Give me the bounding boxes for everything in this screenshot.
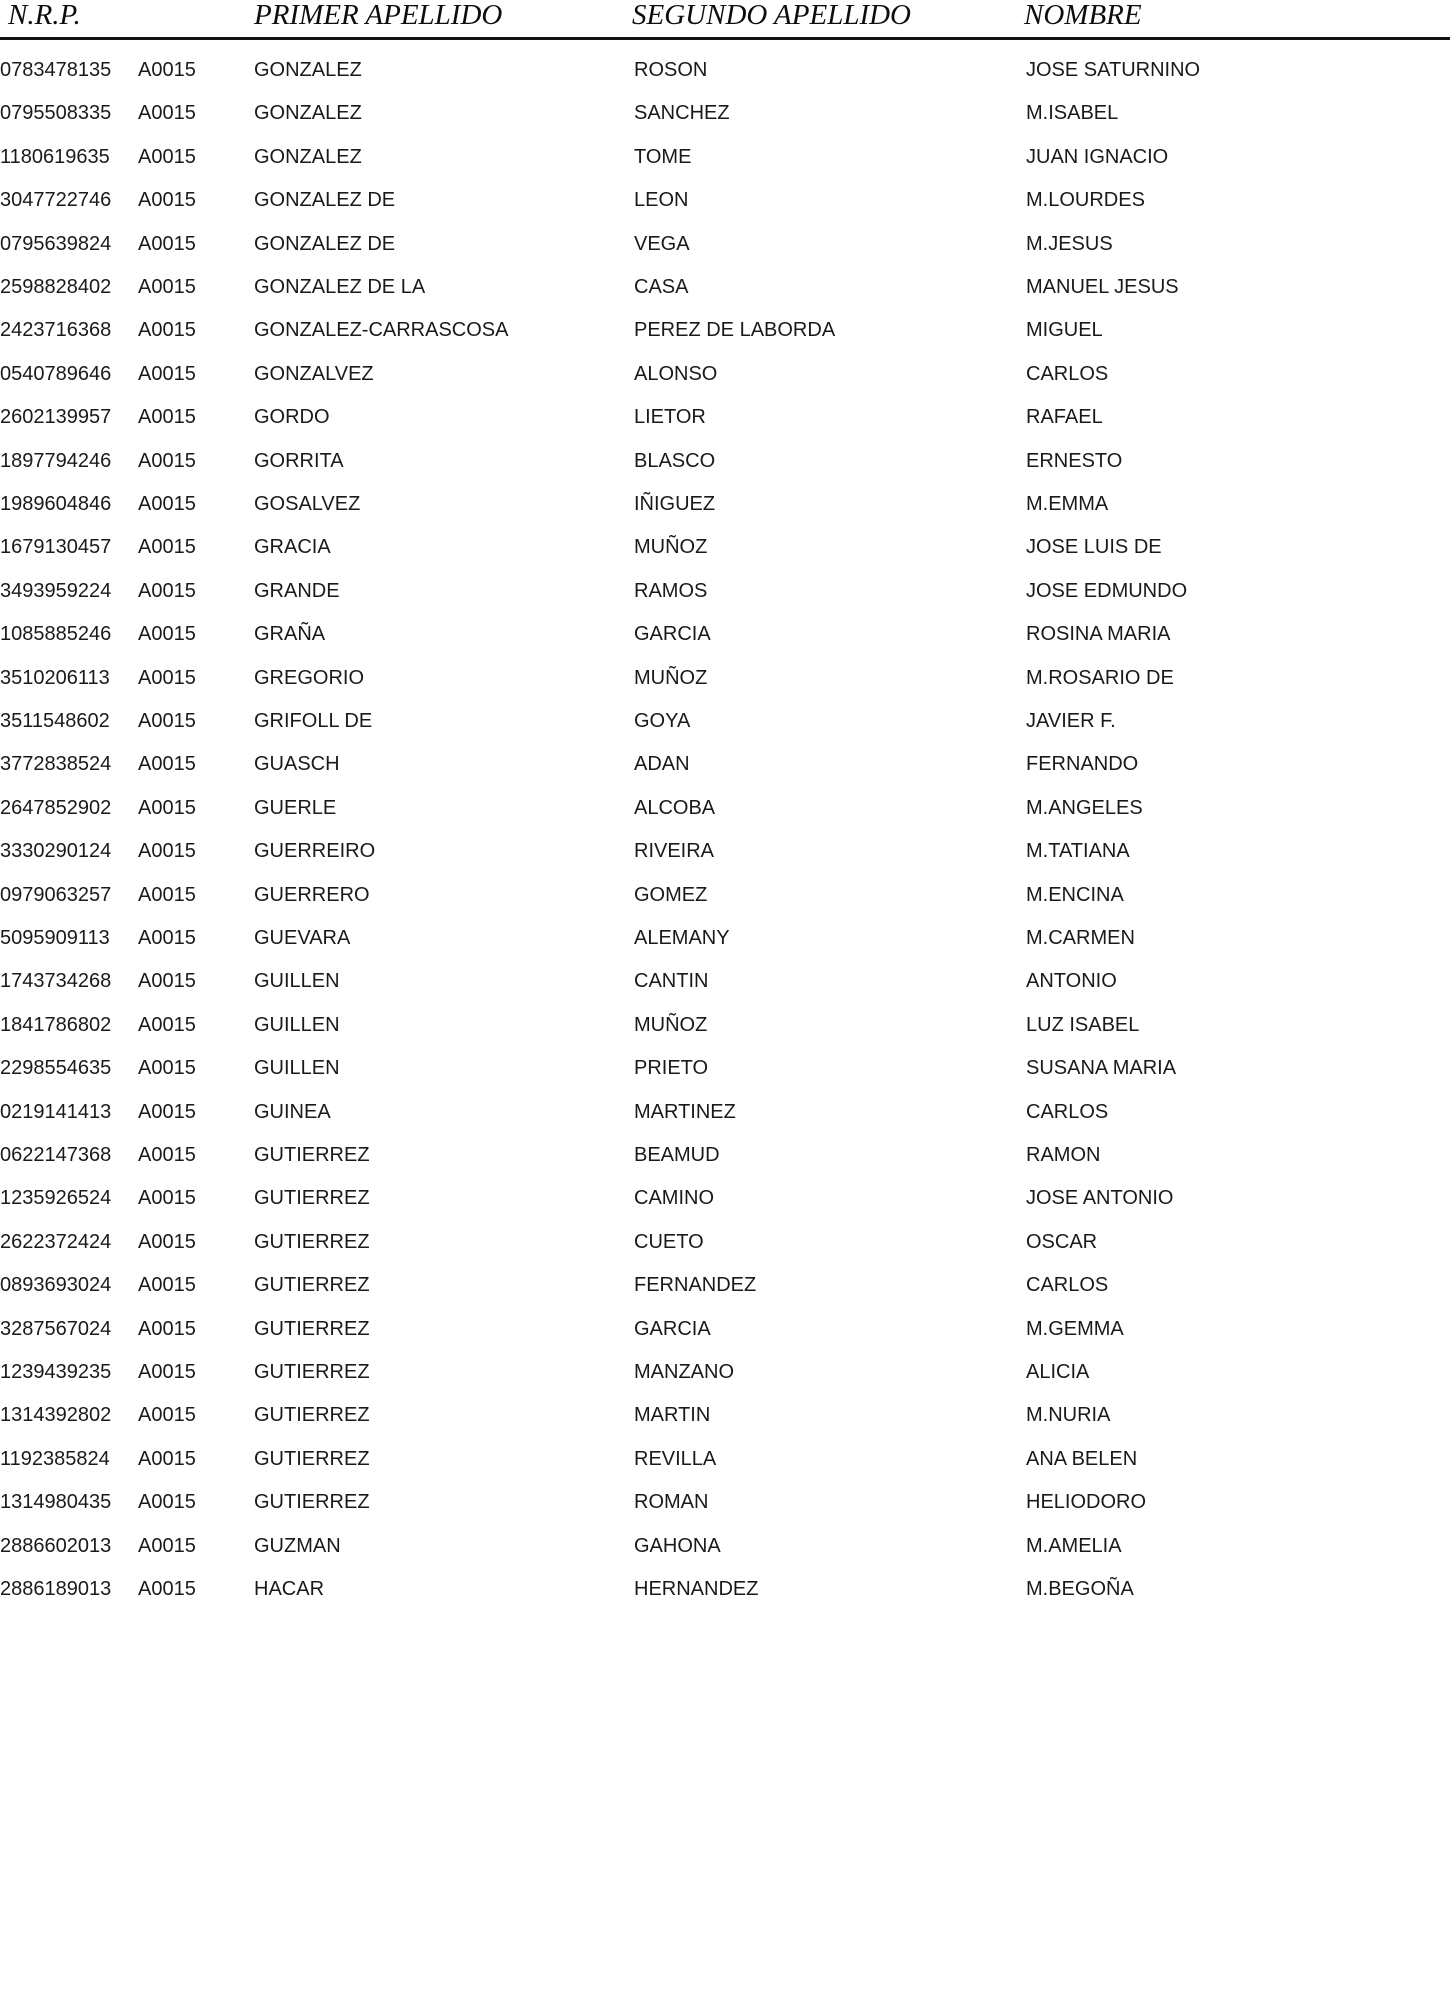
code-cell: A0015	[138, 362, 196, 385]
code-cell: A0015	[138, 840, 196, 863]
primer-apellido-cell: GUERREIRO	[254, 840, 376, 863]
nombre-cell: HELIODORO	[1026, 1491, 1147, 1514]
code-cell: A0015	[138, 666, 196, 689]
nombre-cell: FERNANDO	[1026, 753, 1139, 776]
nombre-cell: ANA BELEN	[1026, 1447, 1138, 1470]
primer-apellido-cell: GORRITA	[254, 449, 344, 472]
segundo-apellido-cell: CASA	[634, 276, 689, 298]
nrp-cell: 1679130457	[0, 536, 112, 559]
primer-apellido-cell: GUTIERREZ	[254, 1144, 370, 1166]
segundo-apellido-cell: GARCIA	[634, 623, 711, 646]
segundo-apellido-cell: REVILLA	[634, 1447, 717, 1470]
nrp-cell: 5095909113	[0, 927, 110, 949]
primer-apellido-cell: GUILLEN	[254, 970, 340, 993]
segundo-apellido-cell: ADAN	[634, 753, 690, 776]
table-header	[0, 0, 1450, 42]
nombre-cell: ANTONIO	[1026, 970, 1117, 993]
primer-apellido-cell: GONZALEZ	[254, 59, 362, 81]
code-cell: A0015	[138, 1057, 196, 1080]
segundo-apellido-cell: LEON	[634, 189, 689, 212]
table-row	[0, 186, 1450, 216]
code-cell: A0015	[138, 927, 196, 949]
segundo-apellido-cell: SANCHEZ	[634, 102, 730, 125]
nombre-cell: M.TATIANA	[1026, 840, 1130, 863]
segundo-apellido-cell: GAHONA	[634, 1534, 721, 1557]
primer-apellido-cell: GUERRERO	[254, 883, 370, 906]
nombre-cell: JAVIER F.	[1026, 710, 1116, 732]
table-row	[0, 1011, 1450, 1041]
nrp-cell: 0783478135	[0, 59, 112, 81]
nrp-cell: 0893693024	[0, 1274, 112, 1297]
code-cell: A0015	[138, 970, 196, 993]
segundo-apellido-cell: GARCIA	[634, 1317, 711, 1340]
segundo-apellido-cell: RIVEIRA	[634, 840, 715, 863]
primer-apellido-cell: GUTIERREZ	[254, 1491, 370, 1514]
primer-apellido-cell: GUTIERREZ	[254, 1404, 370, 1427]
nrp-cell: 3510206113	[0, 666, 110, 689]
nombre-cell: RAMON	[1026, 1144, 1101, 1166]
nombre-cell: M.ANGELES	[1026, 796, 1143, 819]
segundo-apellido-cell: CANTIN	[634, 970, 709, 993]
table-row	[0, 924, 1450, 954]
segundo-apellido-cell: VEGA	[634, 232, 690, 255]
table-row	[0, 403, 1450, 433]
nrp-cell: 0795508335	[0, 102, 112, 125]
nombre-cell: JOSE EDMUNDO	[1026, 579, 1188, 602]
primer-apellido-cell: GUTIERREZ	[254, 1447, 370, 1470]
code-cell: A0015	[138, 623, 196, 646]
nrp-cell: 2602139957	[0, 406, 112, 429]
segundo-apellido-cell: ALCOBA	[634, 796, 716, 819]
header-rule	[0, 37, 1450, 40]
table-row	[0, 620, 1450, 650]
nombre-cell: M.EMMA	[1026, 493, 1109, 515]
nombre-cell: M.ROSARIO DE	[1026, 666, 1174, 689]
nombre-cell: M.ENCINA	[1026, 883, 1124, 906]
nombre-cell: M.NURIA	[1026, 1404, 1111, 1427]
segundo-apellido-cell: GOMEZ	[634, 883, 708, 906]
nombre-cell: CARLOS	[1026, 1274, 1109, 1297]
table-row	[0, 837, 1450, 867]
nrp-cell: 0979063257	[0, 883, 112, 906]
table-row	[0, 99, 1450, 129]
nombre-cell: OSCAR	[1026, 1230, 1098, 1253]
segundo-apellido-cell: ALEMANY	[634, 927, 730, 949]
code-cell: A0015	[138, 796, 196, 819]
code-cell: A0015	[138, 1013, 196, 1036]
nombre-cell: M.JESUS	[1026, 232, 1113, 255]
code-cell: A0015	[138, 1187, 196, 1210]
code-cell: A0015	[138, 1274, 196, 1297]
primer-apellido-cell: GONZALEZ DE	[254, 189, 396, 212]
primer-apellido-cell: GRACIA	[254, 536, 331, 559]
header-nombre: NOMBRE	[1024, 0, 1142, 31]
nrp-cell: 2622372424	[0, 1230, 112, 1253]
nombre-cell: LUZ ISABEL	[1026, 1013, 1140, 1036]
nrp-cell: 3493959224	[0, 579, 112, 602]
code-cell: A0015	[138, 59, 196, 81]
code-cell: A0015	[138, 1144, 196, 1166]
primer-apellido-cell: GREGORIO	[254, 666, 365, 689]
table-row	[0, 1445, 1450, 1475]
table-row	[0, 143, 1450, 173]
table-row	[0, 360, 1450, 390]
nombre-cell: MIGUEL	[1026, 319, 1103, 342]
primer-apellido-cell: GONZALEZ	[254, 145, 362, 168]
nombre-cell: CARLOS	[1026, 1100, 1109, 1123]
primer-apellido-cell: GRIFOLL DE	[254, 710, 373, 732]
primer-apellido-cell: GUILLEN	[254, 1057, 340, 1080]
segundo-apellido-cell: HERNANDEZ	[634, 1578, 759, 1600]
nrp-cell: 2598828402	[0, 276, 112, 298]
segundo-apellido-cell: MUÑOZ	[634, 536, 708, 559]
nrp-cell: 0540789646	[0, 362, 112, 385]
table-row	[0, 56, 1450, 86]
table-row	[0, 1532, 1450, 1562]
segundo-apellido-cell: GOYA	[634, 710, 691, 732]
segundo-apellido-cell: PEREZ DE LABORDA	[634, 319, 836, 342]
table-row	[0, 707, 1450, 737]
code-cell: A0015	[138, 276, 196, 298]
primer-apellido-cell: GUTIERREZ	[254, 1317, 370, 1340]
table-row	[0, 967, 1450, 997]
segundo-apellido-cell: ALONSO	[634, 362, 718, 385]
table-row	[0, 230, 1450, 260]
code-cell: A0015	[138, 1230, 196, 1253]
nrp-cell: 1180619635	[0, 145, 110, 168]
table-row	[0, 1098, 1450, 1128]
nrp-cell: 0795639824	[0, 232, 112, 255]
table-row	[0, 1315, 1450, 1345]
nrp-cell: 0622147368	[0, 1144, 112, 1166]
segundo-apellido-cell: MUÑOZ	[634, 666, 708, 689]
table-row	[0, 577, 1450, 607]
table-row	[0, 316, 1450, 346]
code-cell: A0015	[138, 319, 196, 342]
table-row	[0, 1228, 1450, 1258]
nrp-cell: 1235926524	[0, 1187, 112, 1210]
segundo-apellido-cell: MARTINEZ	[634, 1100, 736, 1123]
nombre-cell: M.GEMMA	[1026, 1317, 1124, 1340]
code-cell: A0015	[138, 102, 196, 125]
segundo-apellido-cell: IÑIGUEZ	[634, 493, 716, 515]
nrp-cell: 3287567024	[0, 1317, 112, 1340]
nrp-cell: 1989604846	[0, 493, 112, 515]
segundo-apellido-cell: MARTIN	[634, 1404, 711, 1427]
primer-apellido-cell: GRAÑA	[254, 623, 326, 646]
primer-apellido-cell: GUTIERREZ	[254, 1274, 370, 1297]
nrp-cell: 0219141413	[0, 1100, 112, 1123]
code-cell: A0015	[138, 1317, 196, 1340]
segundo-apellido-cell: BLASCO	[634, 449, 716, 472]
primer-apellido-cell: GUINEA	[254, 1100, 331, 1123]
nrp-cell: 2298554635	[0, 1057, 112, 1080]
nrp-cell: 1085885246	[0, 623, 112, 646]
primer-apellido-cell: GUILLEN	[254, 1013, 340, 1036]
nombre-cell: M.ISABEL	[1026, 102, 1119, 125]
primer-apellido-cell: GOSALVEZ	[254, 493, 361, 515]
code-cell: A0015	[138, 1578, 196, 1600]
header-segundo-apellido: SEGUNDO APELLIDO	[632, 0, 911, 31]
segundo-apellido-cell: LIETOR	[634, 406, 706, 429]
segundo-apellido-cell: CUETO	[634, 1230, 704, 1253]
table-row	[0, 447, 1450, 477]
table-row	[0, 1358, 1450, 1388]
code-cell: A0015	[138, 883, 196, 906]
code-cell: A0015	[138, 1447, 196, 1470]
nrp-cell: 1239439235	[0, 1361, 112, 1383]
nrp-cell: 1314392802	[0, 1404, 112, 1427]
primer-apellido-cell: GUERLE	[254, 796, 337, 819]
code-cell: A0015	[138, 493, 196, 515]
primer-apellido-cell: GONZALEZ DE	[254, 232, 396, 255]
nombre-cell: M.CARMEN	[1026, 927, 1135, 949]
primer-apellido-cell: GUTIERREZ	[254, 1230, 370, 1253]
nrp-cell: 2886189013	[0, 1578, 112, 1600]
segundo-apellido-cell: CAMINO	[634, 1187, 714, 1210]
code-cell: A0015	[138, 710, 196, 732]
primer-apellido-cell: GONZALEZ DE LA	[254, 276, 426, 298]
segundo-apellido-cell: ROMAN	[634, 1491, 709, 1514]
nrp-cell: 3511548602	[0, 710, 110, 732]
primer-apellido-cell: GUZMAN	[254, 1534, 341, 1557]
nombre-cell: SUSANA MARIA	[1026, 1057, 1177, 1080]
nombre-cell: JOSE LUIS DE	[1026, 536, 1162, 559]
nombre-cell: JUAN IGNACIO	[1026, 145, 1169, 168]
code-cell: A0015	[138, 189, 196, 212]
nrp-cell: 1897794246	[0, 449, 112, 472]
code-cell: A0015	[138, 145, 196, 168]
primer-apellido-cell: GONZALEZ-CARRASCOSA	[254, 319, 509, 342]
table-row	[0, 1575, 1450, 1605]
nombre-cell: M.LOURDES	[1026, 189, 1145, 212]
code-cell: A0015	[138, 536, 196, 559]
table-row	[0, 1401, 1450, 1431]
nombre-cell: M.BEGOÑA	[1026, 1578, 1134, 1600]
table-row	[0, 490, 1450, 520]
code-cell: A0015	[138, 1361, 196, 1383]
nrp-cell: 1743734268	[0, 970, 112, 993]
primer-apellido-cell: GRANDE	[254, 579, 340, 602]
table-row	[0, 664, 1450, 694]
header-nrp: N.R.P.	[8, 0, 81, 31]
table-row	[0, 1184, 1450, 1214]
primer-apellido-cell: GONZALVEZ	[254, 362, 374, 385]
table-row	[0, 533, 1450, 563]
nrp-cell: 1314980435	[0, 1491, 112, 1514]
nombre-cell: RAFAEL	[1026, 406, 1103, 429]
nrp-cell: 2886602013	[0, 1534, 112, 1557]
nombre-cell: CARLOS	[1026, 362, 1109, 385]
table-row	[0, 1271, 1450, 1301]
primer-apellido-cell: GONZALEZ	[254, 102, 362, 125]
table-row	[0, 750, 1450, 780]
code-cell: A0015	[138, 579, 196, 602]
nrp-cell: 3330290124	[0, 840, 112, 863]
code-cell: A0015	[138, 449, 196, 472]
primer-apellido-cell: GUTIERREZ	[254, 1361, 370, 1383]
nombre-cell: ALICIA	[1026, 1361, 1090, 1383]
primer-apellido-cell: GUTIERREZ	[254, 1187, 370, 1210]
primer-apellido-cell: GUASCH	[254, 753, 340, 776]
segundo-apellido-cell: RAMOS	[634, 579, 708, 602]
nombre-cell: JOSE SATURNINO	[1026, 59, 1201, 81]
table-row	[0, 273, 1450, 303]
code-cell: A0015	[138, 1100, 196, 1123]
nombre-cell: ERNESTO	[1026, 449, 1123, 472]
code-cell: A0015	[138, 753, 196, 776]
table-row	[0, 1488, 1450, 1518]
segundo-apellido-cell: FERNANDEZ	[634, 1274, 757, 1297]
table-row	[0, 881, 1450, 911]
table-row	[0, 1141, 1450, 1171]
code-cell: A0015	[138, 1491, 196, 1514]
table-row	[0, 1054, 1450, 1084]
code-cell: A0015	[138, 1404, 196, 1427]
segundo-apellido-cell: BEAMUD	[634, 1144, 720, 1166]
nombre-cell: M.AMELIA	[1026, 1534, 1122, 1557]
primer-apellido-cell: GUEVARA	[254, 927, 351, 949]
segundo-apellido-cell: MUÑOZ	[634, 1013, 708, 1036]
nrp-cell: 1192385824	[0, 1447, 110, 1470]
nrp-cell: 3772838524	[0, 753, 112, 776]
nrp-cell: 1841786802	[0, 1013, 112, 1036]
code-cell: A0015	[138, 232, 196, 255]
header-primer-apellido: PRIMER APELLIDO	[254, 0, 503, 31]
code-cell: A0015	[138, 406, 196, 429]
segundo-apellido-cell: PRIETO	[634, 1057, 709, 1080]
primer-apellido-cell: GORDO	[254, 406, 330, 429]
segundo-apellido-cell: TOME	[634, 145, 692, 168]
code-cell: A0015	[138, 1534, 196, 1557]
nrp-cell: 3047722746	[0, 189, 112, 212]
nrp-cell: 2423716368	[0, 319, 112, 342]
nrp-cell: 2647852902	[0, 796, 112, 819]
nombre-cell: MANUEL JESUS	[1026, 276, 1179, 298]
primer-apellido-cell: HACAR	[254, 1578, 325, 1600]
segundo-apellido-cell: MANZANO	[634, 1361, 734, 1383]
table-row	[0, 794, 1450, 824]
nombre-cell: JOSE ANTONIO	[1026, 1187, 1174, 1210]
segundo-apellido-cell: ROSON	[634, 59, 708, 81]
nombre-cell: ROSINA MARIA	[1026, 623, 1171, 646]
